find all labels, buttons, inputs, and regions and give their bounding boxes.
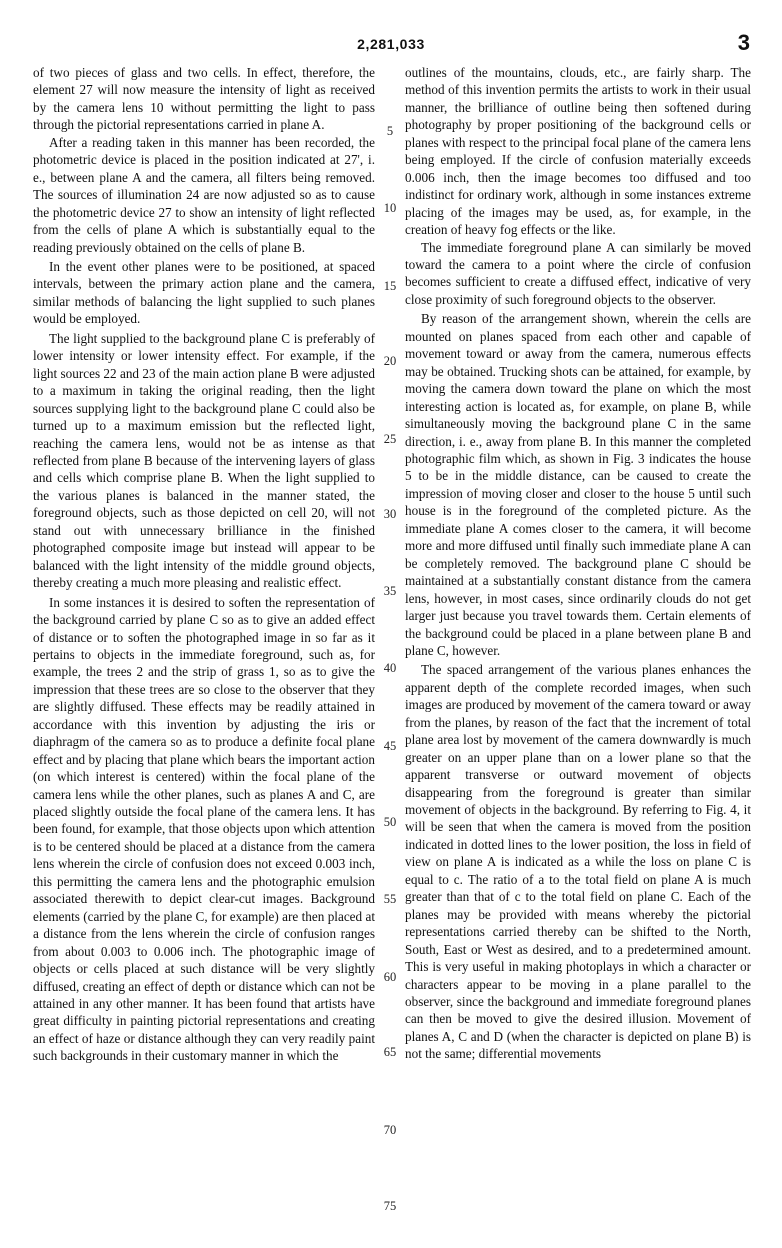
line-number: 40	[383, 661, 397, 675]
line-number: 60	[383, 970, 397, 984]
right-paragraph-2: The immediate foreground plane A can similarly be moved toward the camera to a point where the circle of confusion becomes sufficient to create a diffused effect, indicative of very close proximity of such foreground objects to the observer.	[405, 239, 751, 307]
left-paragraph-1: of two pieces of glass and two cells. In effect, therefore, the element 27 will now measure the intensity of light as received by the camera lens 10 without permitting the light to pass through the pictorial representations carried in plane A.	[33, 65, 375, 133]
patent-number: 2,281,033	[357, 36, 425, 52]
left-paragraph-3: In the event other planes were to be positioned, at spaced intervals, between the primary action plane and the camera, similar methods of balancing the light supplied to such planes would be employed.	[33, 258, 375, 327]
line-number: 10	[383, 201, 397, 215]
line-number: 55	[383, 892, 397, 906]
line-number: 50	[383, 815, 397, 829]
line-number: 20	[383, 354, 397, 368]
line-number: 65	[383, 1045, 397, 1059]
right-paragraph-4: The spaced arrangement of the various planes enhances the apparent depth of the complete recorded images, when such images are produced by movement of the camera toward or away from the planes, by reason of the fact that the increment of total plane area lost by movement of the camera downwardly is much greater on an upper plane than on a lower plane so that the apparent transverse or outward movement of objects disappearing from the foreground is greater than similar movement of objects in the background. By referring to Fig. 4, it will be seen that when the camera is moved from the position indicated in dotted lines to the lower position, the loss in field of view on plane A is indicated as a while the loss on plane C is equal to c. The ratio of a to the total field on plane A is much greater than that of c to the total field on plane C. Each of the planes may be provided with means whereby the pictorial representations carried thereby can be shifted to the North, South, East or West as desired, and to a predetermined amount. This is very useful in making photoplays in which a character or characters appear to be moving in a plane parallel to the observer, since the background and immediate foreground planes can then be moved to give the desired illusion. Movement of planes A, C and D (when the character is depicted on plane B) is not the same; differential movements	[405, 662, 751, 1062]
line-number: 30	[383, 507, 397, 521]
line-number: 70	[383, 1123, 397, 1137]
right-paragraph-3: By reason of the arrangement shown, wherein the cells are mounted on planes spaced from each other and capable of movement toward or away from the camera, numerous effects may be obtained. Trucking shots can be attained, for example, by moving the camera down toward the plane on which the most interesting action is located as, for example, on plane B, while simultaneously moving the background plane C in the same direction, i. e., away from plane B. In this manner the completed photographic film which, as shown in Fig. 3 indicates the house 5 to be in the middle distance, can be caused to create the impression of moving closer and closer to the house 5 until such house is in the foreground of the completed picture. As the immediate plane A comes closer to the camera, it will become more and more diffused until finally such immediate plane A can be completely removed. The background plane C should be maintained at a substantially constant distance from the camera lens, however, in most cases, since ordinarily clouds do not get larger just because you travel towards them. Certain elements of the background could be placed in a plane between plane B and plane C, however.	[405, 311, 751, 658]
page-number: 3	[737, 30, 750, 55]
line-number: 15	[383, 279, 397, 293]
right-paragraph-1: outlines of the mountains, clouds, etc., are fairly sharp. The method of this invention permits the artists to work in their usual manner, the brilliance of outline being then softened during photography by proper positioning of the background cells or planes with respect to the principal focal plane of the camera lens being employed. If the circle of confusion materially exceeds 0.006 inch, then the image becomes too diffused and too indistinct for ordinary work, although in some instances extreme placing of the images may be used, as, for example, in the creation of heavy fog effects or the like.	[405, 65, 751, 238]
line-number: 35	[383, 584, 397, 598]
line-number: 25	[383, 432, 397, 446]
left-paragraph-4: The light supplied to the background plane C is preferably of lower intensity or lower intensity effect. For example, if the light sources 22 and 23 of the main action plane B were adjusted to a maximum in taking the original reading, then the light sources supplying light to the background plane C could also be turned up to a maximum emission but the reflected light, reaching the camera lens, would not be as intense as that reflected from plane B because of the intervening layers of glass and cells which comprise plane B. When the light supplied to the various planes is balanced in the manner stated, the foreground objects, such as those depicted on cell 20, will not stand out with unnecessary brilliance in the finished photographed composite image but instead will appear to be balanced with the light intensity of the middle ground objects, thereby creating a much more pleasing and realistic effect.	[33, 330, 375, 591]
left-paragraph-5: In some instances it is desired to soften the representation of the background carried by plane C so as to give an added effect of distance or to soften the photographed image in so far as it pertains to objects in the immediate foreground, such as, for example, the trees 2 and the strip of grass 1, so as to give the impression that these trees are so close to the observer that they are slightly diffused. These effects may be readily attained in accordance with this invention by adjusting the iris or diaphragm of the camera so as to produce a definite focal plane effect and by placing that plane which bears the important action (on which interest is centered) within the focal plane of the camera lens while the other planes, such as planes A and C, are placed slightly outside the focal plane of the camera lens. It has been found, for example, that those objects upon which attention is to be centered should be placed at a distance from the camera lens wherein the circle of confusion does not exceed 0.003 inch, this permitting the camera lens and the photographic emulsion associated therewith to depict clear-cut images. Background elements (carried by the plane C, for example) are then placed at a distance from the lens wherein the circle of confusion ranges from about 0.003 to 0.006 inch. The photographic image of objects or cells placed at such distance will be very slightly diffused, creating an effect of depth or distance which can not be attained in any other manner. It has been found that artists have great difficulty in painting pictorial representations and creating an effect of haze or distance although they can very readily paint such backgrounds in their customary manner in which the	[33, 594, 375, 1064]
line-number: 75	[383, 1199, 397, 1213]
line-number: 5	[386, 124, 394, 138]
line-number: 45	[383, 739, 397, 753]
left-column	[33, 64, 375, 1065]
right-column	[405, 64, 751, 1063]
left-paragraph-2: After a reading taken in this manner has been recorded, the photometric device is placed in the position indicated at 27', i. e., between plane A and the camera, all filters being removed. The sources of illumination 24 are now adjusted so as to cause the photometric device 27 to show an intensity of light reflected from the cells of plane A which is substantially equal to the reading previously obtained on the cells of plane B.	[33, 134, 375, 255]
